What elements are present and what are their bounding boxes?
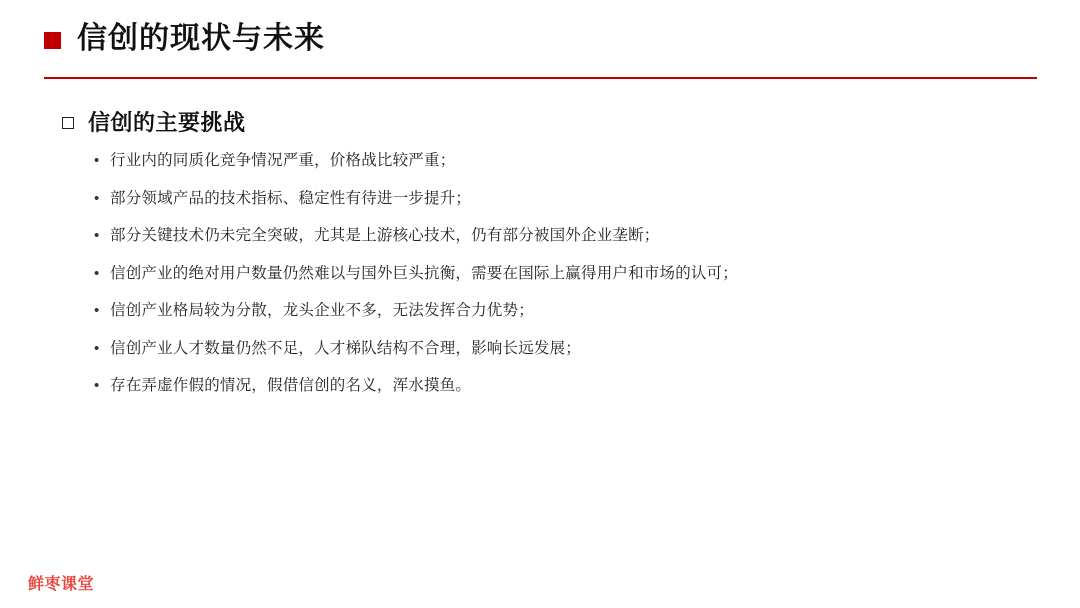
bullet-dot-icon: • bbox=[94, 302, 100, 319]
slide-title-row bbox=[44, 22, 325, 55]
list-item bbox=[94, 300, 994, 322]
bullet-dot-icon: • bbox=[94, 152, 100, 169]
bullet-dot-icon: • bbox=[94, 227, 100, 244]
list-item bbox=[94, 338, 994, 360]
title-square-marker-icon bbox=[44, 32, 61, 49]
bullet-dot-icon: • bbox=[94, 189, 100, 207]
bullet-dot-icon: • bbox=[94, 264, 100, 282]
section-heading: 信创的主要挑战 bbox=[88, 110, 246, 135]
bullet-dot-icon: • bbox=[94, 339, 100, 357]
list-item-text: 部分领域产品的技术指标、稳定性有待进一步提升； bbox=[110, 189, 472, 207]
bullet-list bbox=[94, 150, 994, 413]
list-item bbox=[94, 263, 994, 285]
title-divider bbox=[44, 77, 1037, 79]
bullet-dot-icon: • bbox=[94, 377, 100, 394]
list-item bbox=[94, 150, 994, 172]
list-item-text: 行业内的同质化竞争情况严重，价格战比较严重； bbox=[110, 152, 456, 169]
list-item-text: 部分关键技术仍未完全突破，尤其是上游核心技术，仍有部分被国外企业垄断； bbox=[110, 227, 660, 244]
list-item-text: 信创产业人才数量仍然不足，人才梯队结构不合理，影响长远发展； bbox=[110, 339, 582, 357]
list-item-text: 存在弄虚作假的情况，假借信创的名义，浑水摸鱼。 bbox=[110, 377, 472, 394]
section-hollow-square-marker-icon bbox=[62, 117, 74, 129]
list-item bbox=[94, 225, 994, 247]
list-item-text: 信创产业格局较为分散，龙头企业不多，无法发挥合力优势； bbox=[110, 302, 534, 319]
list-item bbox=[94, 188, 994, 210]
section-heading-row bbox=[62, 106, 246, 137]
page-title: 信创的现状与未来 bbox=[77, 22, 325, 55]
footer-logo: 鲜枣课堂 bbox=[28, 576, 95, 593]
list-item-text: 信创产业的绝对用户数量仍然难以与国外巨头抗衡，需要在国际上赢得用户和市场的认可； bbox=[110, 264, 739, 282]
list-item bbox=[94, 375, 994, 397]
